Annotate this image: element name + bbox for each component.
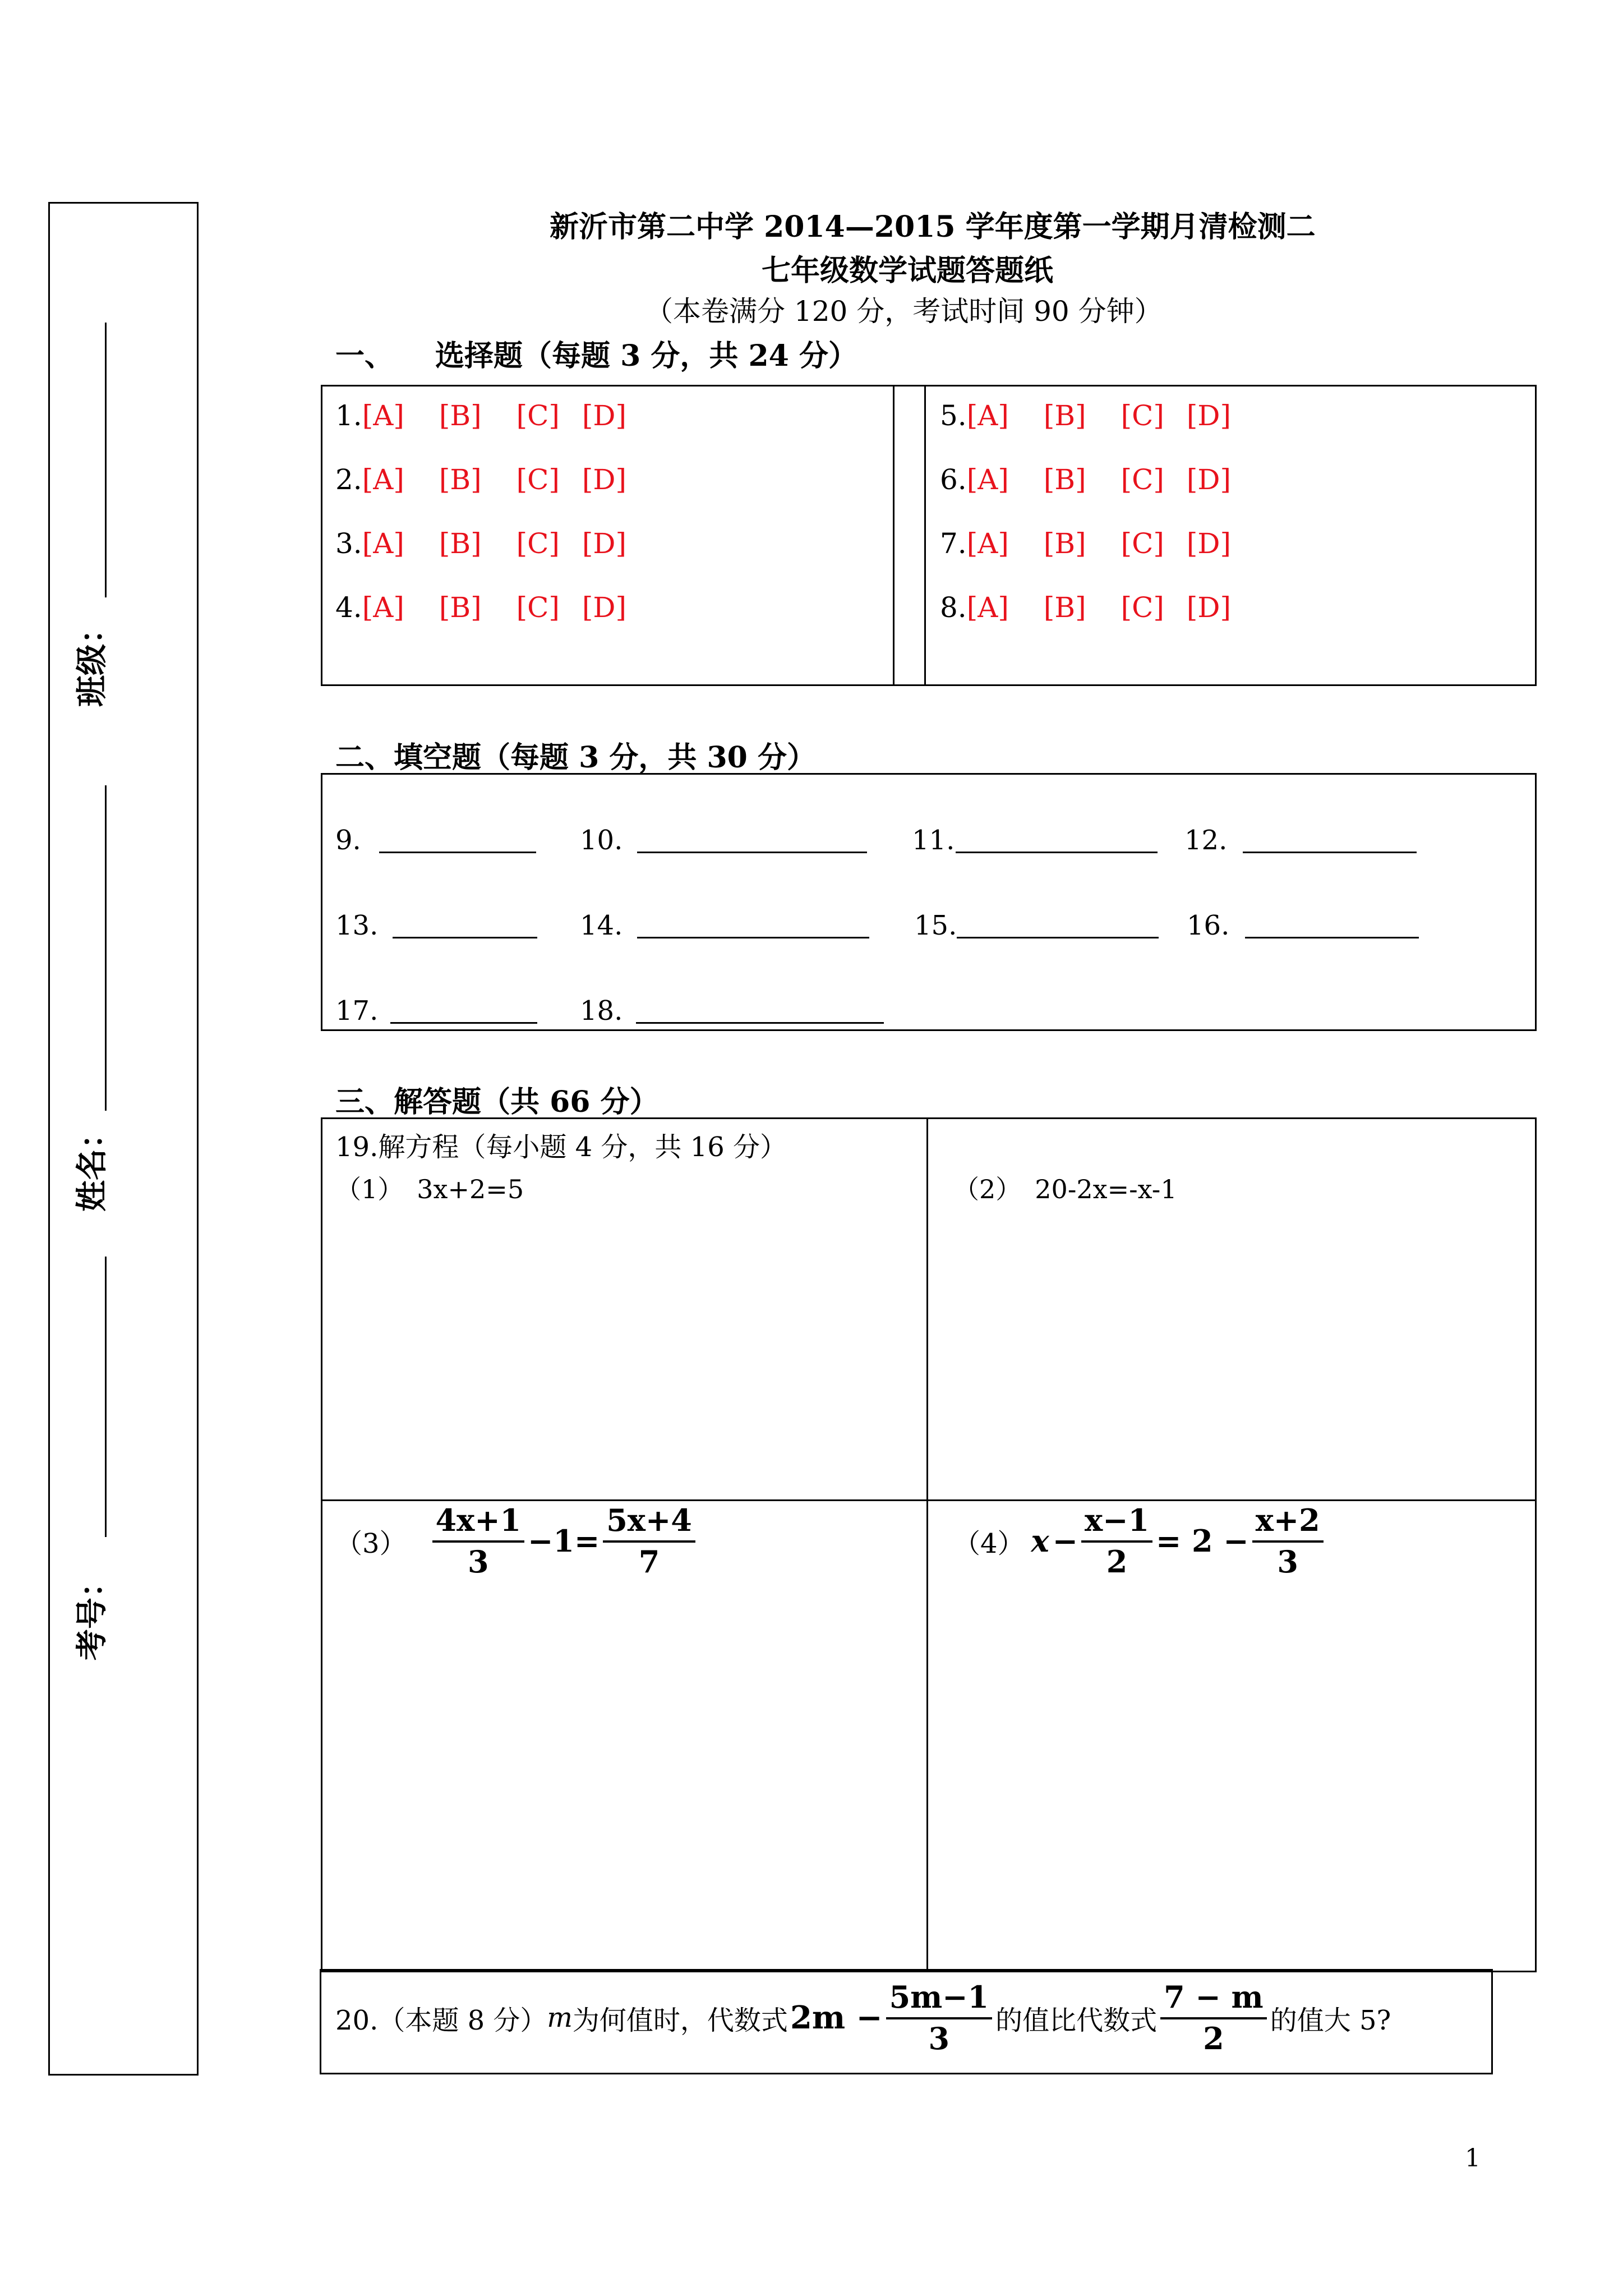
option-b[interactable]: [B] (439, 399, 482, 432)
blank-line-17[interactable] (390, 1022, 537, 1024)
q19-4-numerator-left: x−1 (1081, 1502, 1152, 1543)
question-number: 5. (940, 399, 967, 432)
blank-line-15[interactable] (957, 937, 1159, 938)
question-number: 6. (940, 463, 967, 496)
option-c[interactable]: [C] (1121, 591, 1164, 624)
id-label: 考号： (73, 1566, 110, 1660)
choice-row-8 (940, 591, 1231, 624)
q19-1-label: （1） (335, 1174, 404, 1204)
q20-text-2: 的值比代数式 (995, 2004, 1158, 2036)
q19-1-equation: 3x+2=5 (417, 1174, 524, 1204)
option-a[interactable]: [A] (966, 463, 1009, 496)
page-title: 新沂市第二中学 2014—2015 学年度第一学期月清检测二 (550, 210, 1316, 244)
option-b[interactable]: [B] (1043, 399, 1086, 432)
id-underline (105, 1257, 107, 1537)
blank-line-13[interactable] (393, 937, 537, 938)
question-number: 7. (940, 527, 967, 560)
q19-3 (335, 1502, 699, 1580)
blank-label-14: 14. (580, 910, 623, 941)
class-label: 班级： (73, 613, 110, 707)
option-a[interactable]: [A] (362, 591, 404, 624)
q20-expr2-numerator: 7 − m (1160, 1979, 1267, 2019)
question-number: 2. (335, 463, 362, 496)
option-b[interactable]: [B] (439, 527, 482, 560)
class-underline (105, 323, 107, 597)
choice-row-6 (940, 463, 1231, 496)
option-d[interactable]: [D] (1186, 527, 1231, 560)
solution-grid-hdivider (321, 1499, 1537, 1501)
blank-line-18[interactable] (636, 1022, 884, 1024)
option-a[interactable]: [A] (362, 527, 404, 560)
q20-text-1: 为何值时，代数式 (572, 2004, 788, 2036)
section1-number: 一、 (335, 339, 394, 373)
page-number: 1 (1465, 2144, 1481, 2173)
fill-blank-box (321, 773, 1537, 1031)
q19-3-numerator-right: 5x+4 (603, 1502, 695, 1543)
choice-row-3 (335, 527, 626, 560)
blank-label-18: 18. (580, 995, 623, 1027)
q19-2-equation: 20-2x=-x-1 (1035, 1174, 1177, 1204)
q19-3-denominator-left: 3 (468, 1544, 489, 1580)
choice-divider-left (893, 385, 895, 686)
blank-label-10: 10. (580, 825, 623, 856)
q19-3-fraction-right (603, 1502, 695, 1580)
q20 (335, 1979, 1391, 2056)
name-underline (105, 785, 107, 1111)
blank-line-11[interactable] (956, 852, 1158, 853)
q20-variable: m (547, 2002, 573, 2033)
q20-text-3: 的值大 5? (1270, 2004, 1391, 2036)
blank-line-16[interactable] (1245, 937, 1419, 938)
q19-4-denominator-left: 2 (1106, 1544, 1128, 1580)
choice-divider-right (924, 385, 926, 686)
option-a[interactable]: [A] (362, 463, 404, 496)
q20-expr1-numerator: 5m−1 (886, 1979, 993, 2019)
option-b[interactable]: [B] (439, 591, 482, 624)
q19-2 (953, 1169, 1177, 1206)
q19-4-minus: − (1052, 1523, 1078, 1559)
q19-4-middle: = 2 − (1156, 1523, 1249, 1559)
choice-row-2 (335, 463, 626, 496)
section2-heading: 二、填空题（每题 3 分，共 30 分） (335, 740, 816, 775)
question-number: 1. (335, 399, 362, 432)
exam-note: （本卷满分 120 分，考试时间 90 分钟） (645, 295, 1163, 328)
q19-4-x: x (1031, 1523, 1049, 1559)
blank-label-13: 13. (335, 910, 379, 941)
blank-label-17: 17. (335, 995, 379, 1027)
option-a[interactable]: [A] (966, 591, 1009, 624)
q19-title: 19.解方程（每小题 4 分，共 16 分） (335, 1131, 787, 1163)
blank-line-14[interactable] (637, 937, 869, 938)
option-a[interactable]: [A] (362, 399, 404, 432)
q19-4 (953, 1502, 1327, 1580)
option-c[interactable]: [C] (516, 463, 560, 496)
blank-label-9: 9. (335, 825, 361, 856)
q19-4-label: （4） (953, 1527, 1025, 1559)
blank-line-9[interactable] (379, 852, 536, 853)
option-c[interactable]: [C] (1121, 527, 1164, 560)
option-b[interactable]: [B] (439, 463, 482, 496)
option-c[interactable]: [C] (516, 399, 560, 432)
side-info-box (48, 202, 199, 2076)
choice-row-4 (335, 591, 626, 624)
q19-4-denominator-right: 3 (1277, 1544, 1298, 1580)
option-c[interactable]: [C] (1121, 463, 1164, 496)
choice-row-1 (335, 399, 626, 432)
blank-label-12: 12. (1184, 825, 1228, 856)
q20-expr2-fraction (1160, 1979, 1267, 2056)
q20-expr1-denominator: 3 (928, 2021, 950, 2056)
option-b[interactable]: [B] (1043, 527, 1086, 560)
option-d[interactable]: [D] (582, 399, 626, 432)
option-d[interactable]: [D] (1186, 399, 1231, 432)
blank-label-16: 16. (1187, 910, 1230, 941)
question-number: 8. (940, 591, 967, 624)
name-label: 姓名： (73, 1117, 110, 1212)
section1-heading: 选择题（每题 3 分，共 24 分） (435, 339, 857, 373)
q20-expr1-lead: 2m − (790, 1999, 883, 2036)
option-d[interactable]: [D] (582, 463, 626, 496)
choice-row-5 (940, 399, 1231, 432)
option-c[interactable]: [C] (516, 527, 560, 560)
option-d[interactable]: [D] (1186, 591, 1231, 624)
option-d[interactable]: [D] (582, 527, 626, 560)
section3-heading: 三、解答题（共 66 分） (335, 1085, 659, 1119)
question-number: 4. (335, 591, 362, 624)
q19-4-fraction-left (1081, 1502, 1152, 1580)
blank-label-11: 11. (912, 825, 955, 856)
option-d[interactable]: [D] (582, 591, 626, 624)
option-a[interactable]: [A] (966, 527, 1009, 560)
solution-grid-vdivider (926, 1117, 928, 1972)
blank-label-15: 15. (914, 910, 957, 941)
q19-3-numerator-left: 4x+1 (432, 1502, 525, 1543)
option-c[interactable]: [C] (1121, 399, 1164, 432)
option-b[interactable]: [B] (1043, 591, 1086, 624)
q19-3-fraction-left (432, 1502, 525, 1580)
q19-4-fraction-right (1252, 1502, 1324, 1580)
blank-line-10[interactable] (637, 852, 867, 853)
option-c[interactable]: [C] (516, 591, 560, 624)
q19-3-middle: −1= (528, 1523, 600, 1559)
q20-expr2-denominator: 2 (1203, 2021, 1224, 2056)
option-b[interactable]: [B] (1043, 463, 1086, 496)
option-a[interactable]: [A] (966, 399, 1009, 432)
blank-line-12[interactable] (1243, 852, 1417, 853)
q19-1 (335, 1169, 524, 1206)
q19-3-denominator-right: 7 (638, 1544, 660, 1580)
page-subtitle: 七年级数学试题答题纸 (762, 254, 1054, 288)
choice-row-7 (940, 527, 1231, 560)
question-number: 3. (335, 527, 362, 560)
option-d[interactable]: [D] (1186, 463, 1231, 496)
q20-prefix: 20.（本题 8 分） (335, 2004, 547, 2036)
q19-4-numerator-right: x+2 (1252, 1502, 1324, 1543)
q19-3-label: （3） (335, 1527, 407, 1559)
q20-expr1-fraction (886, 1979, 993, 2056)
q19-2-label: （2） (953, 1174, 1022, 1204)
